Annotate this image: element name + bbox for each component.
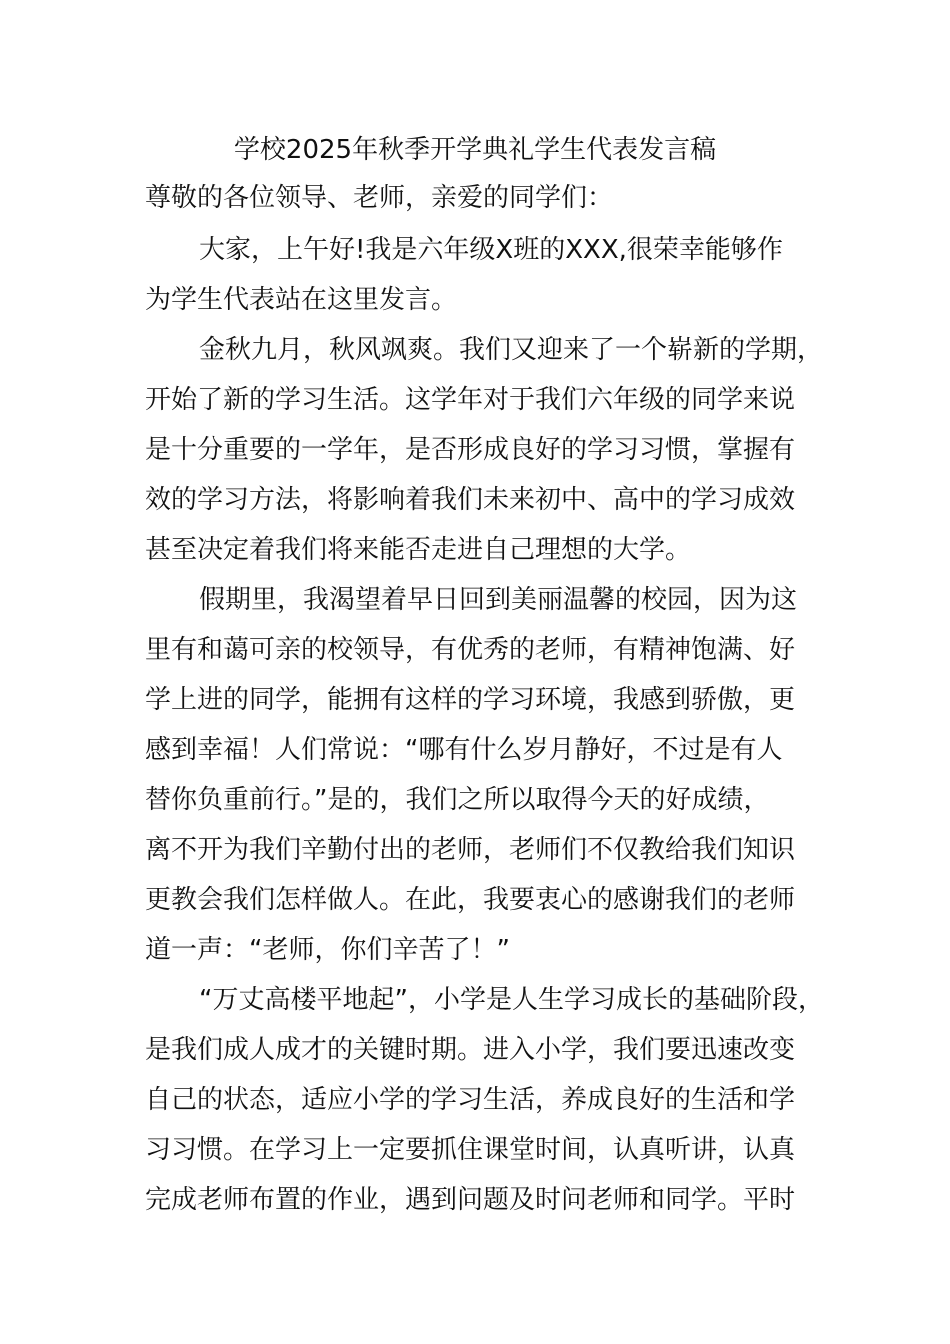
- text-line: 离不开为我们辛勤付出的老师，老师们不仅教给我们知识: [145, 835, 796, 865]
- text-line: 自己的状态，适应小学的学习生活，养成良好的生活和学: [145, 1085, 796, 1115]
- text-line: 学上进的同学，能拥有这样的学习环境，我感到骄傲，更: [145, 685, 796, 715]
- text-line: 开始了新的学习生活。这学年对于我们六年级的同学来说: [145, 385, 796, 415]
- text-line: 甚至决定着我们将来能否走进自己理想的大学。: [145, 535, 692, 565]
- text-line: 感到幸福！人们常说：“哪有什么岁月静好，不过是有人: [145, 735, 783, 765]
- text-line: 道一声：“老师，你们辛苦了！”: [145, 935, 510, 965]
- text-line: 假期里，我渴望着早日回到美丽温馨的校园，因为这: [199, 585, 798, 615]
- text-line: 效的学习方法，将影响着我们未来初中、高中的学习成效: [145, 485, 796, 515]
- text-line: 是十分重要的一学年，是否形成良好的学习习惯，掌握有: [145, 435, 796, 465]
- text-line: 是我们成人成才的关键时期。进入小学，我们要迅速改变: [145, 1035, 796, 1065]
- text-line: 替你负重前行。”是的，我们之所以取得今天的好成绩，: [145, 785, 770, 815]
- text-line: 更教会我们怎样做人。在此，我要衷心的感谢我们的老师: [145, 885, 796, 915]
- text-line: 完成老师布置的作业，遇到问题及时问老师和同学。平时: [145, 1185, 796, 1215]
- text-line: 里有和蔼可亲的校领导，有优秀的老师，有精神饱满、好: [145, 635, 796, 665]
- salutation-line: 尊敬的各位领导、老师，亲爱的同学们：: [145, 183, 614, 213]
- document-title: 学校2025年秋季开学典礼学生代表发言稿: [233, 135, 717, 165]
- text-line: 金秋九月，秋风飒爽。我们又迎来了一个崭新的学期，: [199, 335, 824, 365]
- text-line: “万丈高楼平地起”，小学是人生学习成长的基础阶段，: [199, 985, 824, 1015]
- text-line: 大家，上午好!我是六年级X班的XXX,很荣幸能够作: [199, 235, 783, 265]
- text-line: 为学生代表站在这里发言。: [145, 285, 458, 315]
- text-line: 习习惯。在学习上一定要抓住课堂时间，认真听讲，认真: [145, 1135, 796, 1165]
